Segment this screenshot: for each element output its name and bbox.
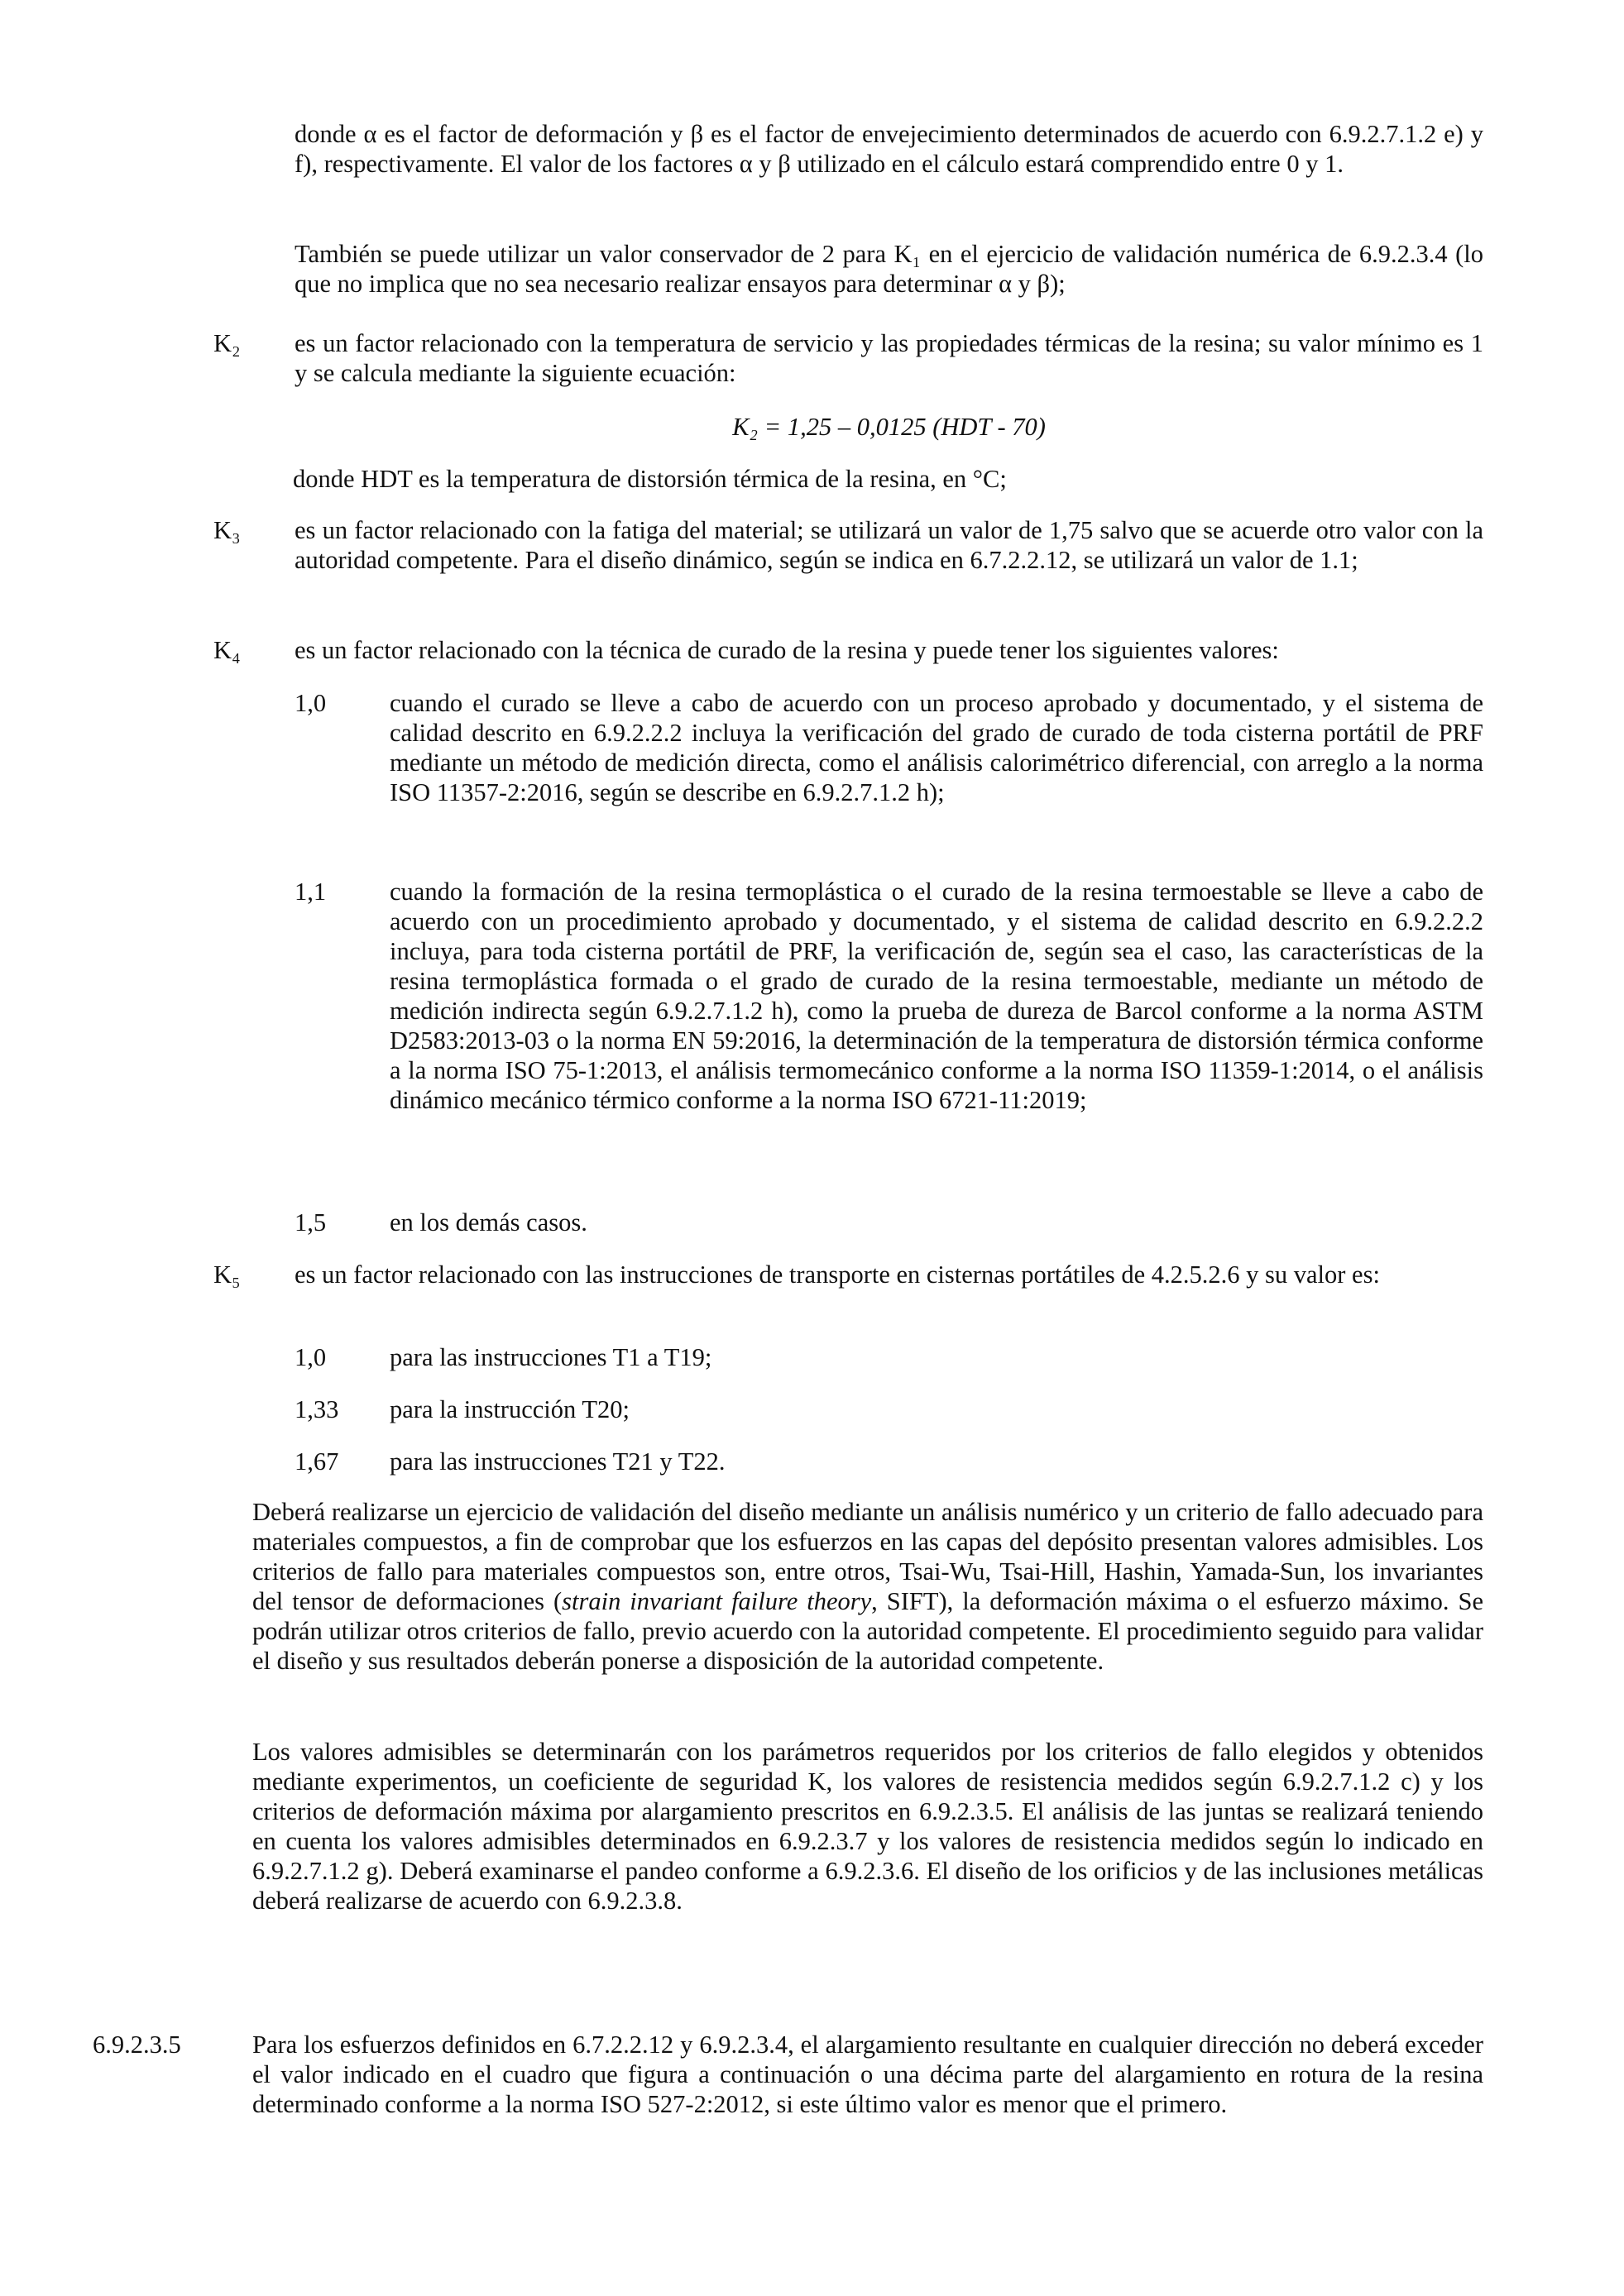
k2-equation: K₂ = 1,25 – 0,0125 (HDT - 70) [732, 413, 1046, 441]
k4-item-1-1-text: cuando la formación de la resina termoplástica o el curado de la resina termoestable se lleve a cabo de acuerdo con un procedimiento aprobado y documentado, y el sistema de calidad descrito en 6.9.2.2.2 incluya, para toda cisterna portátil de PRF, la verificación de, según sea el caso, las características de la resina termoplástica formada o el grado de curado de la resina termoestable, mediante un método de medición indirecta según 6.9.2.7.1.2 h), como la prueba de dureza de Barcol conforme a la norma ASTM D2583:2013-03 o la norma EN 59:2016, la determinación de la temperatura de distorsión térmica conforme a la norma ISO 75-1:2013, el análisis termomecánico conforme a la norma ISO 11359-1:2014, o el análisis dinámico mecánico térmico conforme a la norma ISO 6721-11:2019; [390, 878, 1483, 1114]
k5-value-1-33: 1,33 [295, 1395, 339, 1423]
k4-value-1-1: 1,1 [295, 878, 327, 906]
k5-value-1-67: 1,67 [295, 1447, 339, 1476]
validation-text-italic: strain invariant failure theory [562, 1587, 872, 1615]
k3-label: K₃ [213, 516, 241, 544]
k4-value-1-5: 1,5 [295, 1208, 327, 1236]
section-number: 6.9.2.3.5 [93, 2031, 181, 2059]
section-text: Para los esfuerzos definidos en 6.7.2.2.12 y 6.9.2.3.4, el alargamiento resultante en cualquier dirección no deberá exceder el valor indicado en el cuadro que figura a continuación o una décima parte del alargamiento en rotura de la resina determinado conforme a la norma ISO 527-2:2012, si este último valor es menor que el primero. [252, 2031, 1483, 2118]
k5-item-1-33-text: para la instrucción T20; [390, 1395, 630, 1423]
k2-description: es un factor relacionado con la temperatura de servicio y las propiedades térmicas de la resina; su valor mínimo es 1 y se calcula mediante la siguiente ecuación: [295, 329, 1483, 387]
paragraph-design-validation [252, 1497, 1483, 1676]
k5-item-1-67-text: para las instrucciones T21 y T22. [390, 1447, 726, 1476]
validation-text-part-1: Deberá realizarse un ejercicio de validación del diseño mediante un análisis numérico y un criterio de fallo adecuado para materiales compuestos, a fin de comprobar que los esfuerzos en las capas del depósito presentan valores admisibles. Los criterios de fallo para materiales compuestos son, entre otros, Tsai-Wu, Tsai-Hill, Hashin, Yamada-Sun, los invariantes del tensor de deformaciones ( [252, 1498, 1483, 1615]
k4-value-1-0: 1,0 [295, 689, 327, 717]
k5-label: K₅ [213, 1260, 241, 1289]
k4-item-1-0-text: cuando el curado se lleve a cabo de acuerdo con un proceso aprobado y documentado, y el sistema de calidad descrito en 6.9.2.2.2 incluya la verificación del grado de curado de toda cisterna portátil de PRF mediante un método de medición directa, como el análisis calorimétrico diferencial, con arreglo a la norma ISO 11357-2:2016, según se describe en 6.9.2.7.1.2 h); [390, 689, 1483, 806]
k2-label: K₂ [213, 329, 241, 357]
k2-where-hdt: donde HDT es la temperatura de distorsión térmica de la resina, en °C; [293, 465, 1007, 493]
k5-item-1-0-text: para las instrucciones T1 a T19; [390, 1343, 712, 1371]
paragraph-alpha-beta: donde α es el factor de deformación y β es el factor de envejecimiento determinados de acuerdo con 6.9.2.7.1.2 e) y f), respectivamente. El valor de los factores α y β utilizado en el cálculo estará comprendido entre 0 y 1. [295, 120, 1483, 178]
k4-description: es un factor relacionado con la técnica de curado de la resina y puede tener los siguientes valores: [295, 636, 1279, 664]
paragraph-admissible-values: Los valores admisibles se determinarán con los parámetros requeridos por los criterios de fallo elegidos y obtenidos mediante experimentos, un coeficiente de seguridad K, los valores de resistencia medidos según 6.9.2.7.1.2 c) y los criterios de deformación máxima por alargamiento prescritos en 6.9.2.3.5. El análisis de las juntas se realizará teniendo en cuenta los valores admisibles determinados en 6.9.2.3.7 y los valores de resistencia medidos según lo indicado en 6.9.2.7.1.2 g). Deberá examinarse el pandeo conforme a 6.9.2.3.6. El diseño de los orificios y de las inclusiones metálicas deberá realizarse de acuerdo con 6.9.2.3.8. [252, 1738, 1483, 1915]
k5-value-1-0: 1,0 [295, 1343, 327, 1371]
k3-description: es un factor relacionado con la fatiga del material; se utilizará un valor de 1,75 salvo que se acuerde otro valor con la autoridad competente. Para el diseño dinámico, según se indica en 6.7.2.2.12, se utilizará un valor de 1.1; [295, 516, 1483, 574]
paragraph-k1-conservative: También se puede utilizar un valor conservador de 2 para K₁ en el ejercicio de validación numérica de 6.9.2.3.4 (lo que no implica que no sea necesario realizar ensayos para determinar α y β); [295, 240, 1483, 298]
validation-text-part-2: , SIFT), la deformación máxima o el esfuerzo máximo. Se podrán utilizar otros criterios de fallo, previo acuerdo con la autoridad competente. El procedimiento seguido para validar el diseño y sus resultados deberán ponerse a disposición de la autoridad competente. [252, 1587, 1483, 1675]
k5-description: es un factor relacionado con las instrucciones de transporte en cisternas portátiles de 4.2.5.2.6 y su valor es: [295, 1260, 1380, 1289]
k4-item-1-5-text: en los demás casos. [390, 1208, 587, 1236]
k4-label: K₄ [213, 636, 241, 664]
